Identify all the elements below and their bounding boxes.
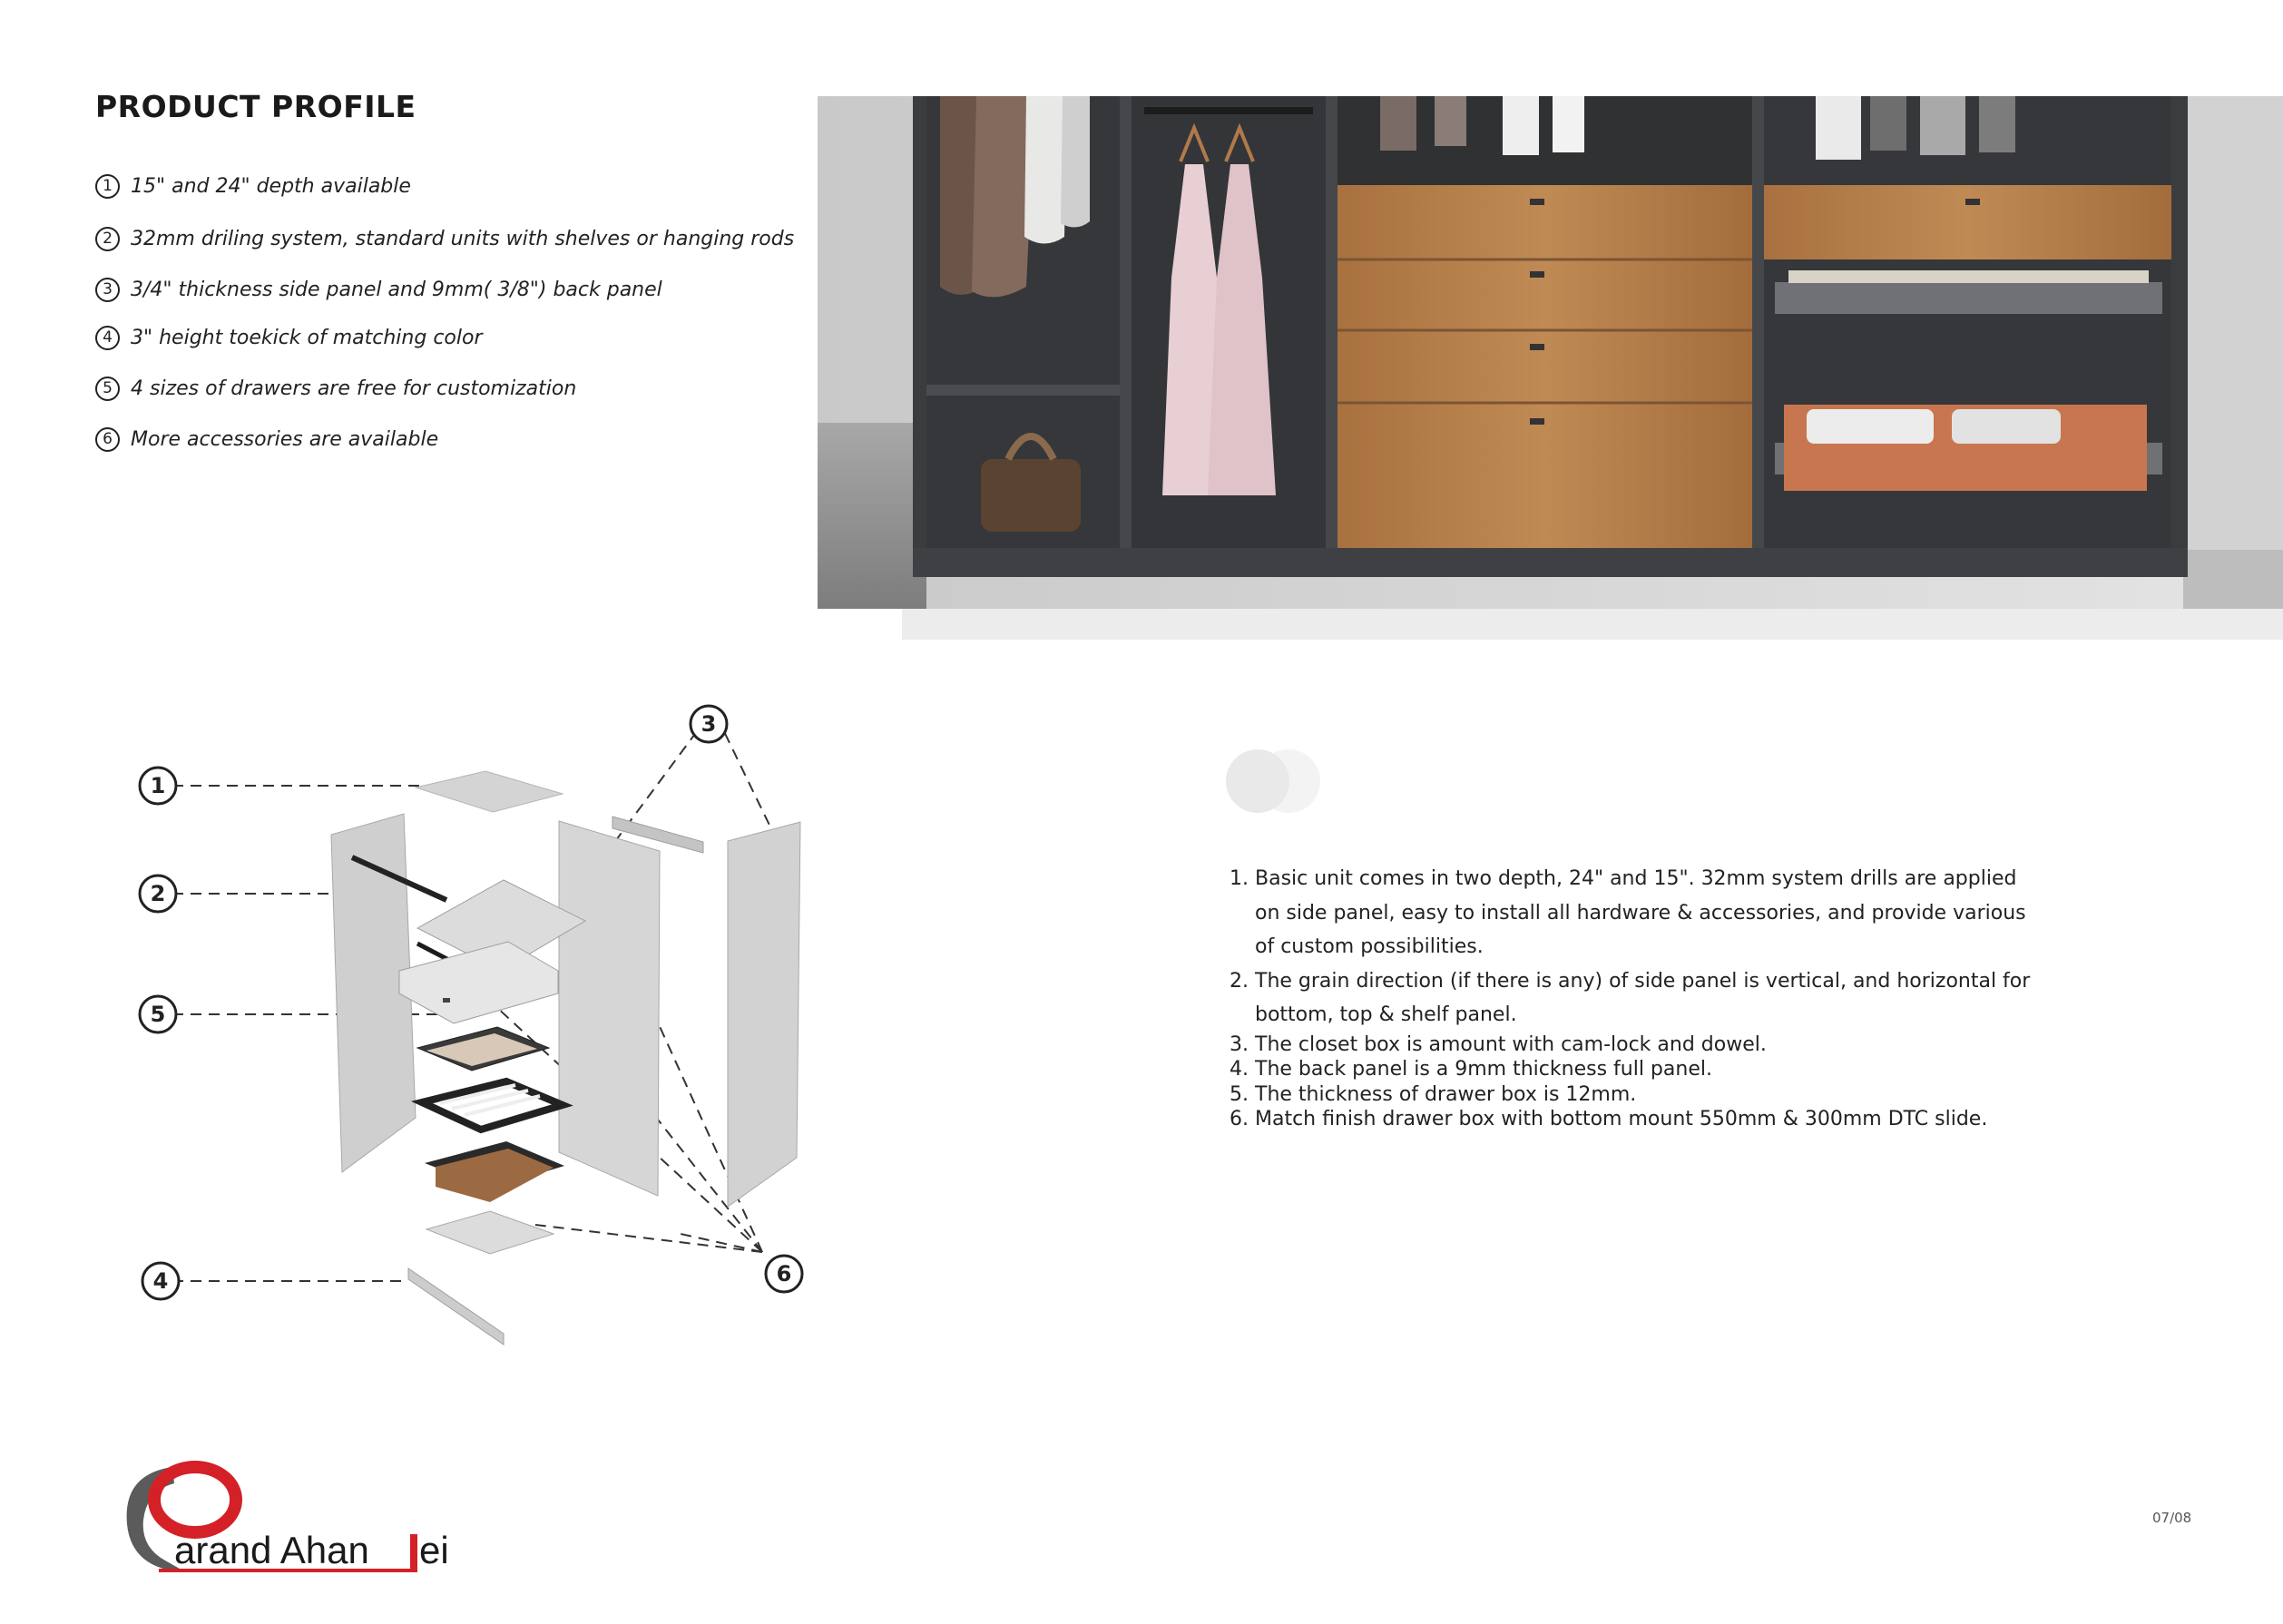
company-logo [118,1456,463,1579]
svg-text:ei: ei [419,1529,449,1571]
note-number: 6. [1230,1108,1249,1130]
note-item [1230,1032,2046,1058]
feature-item [95,370,576,406]
feature-number: 6 [95,427,120,452]
page-number: 07/08 [2152,1510,2192,1526]
feature-text: 15" and 24" depth available [131,174,411,198]
note-text: The back panel is a 9mm thickness full panel. [1255,1058,1712,1081]
feature-text: More accessories are available [131,427,439,451]
note-number: 2. [1230,969,1249,993]
photo-shadow-strip [902,609,2283,640]
feature-text: 3" height toekick of matching color [131,326,483,349]
exploded-diagram [127,699,835,1352]
note-number: 4. [1230,1058,1249,1081]
feature-number: 3 [95,278,120,302]
feature-item [95,220,794,257]
callout-1: 1 [150,773,166,798]
feature-item [95,421,438,457]
note-item [1230,1057,2046,1082]
feature-item [95,168,411,204]
note-text: The closet box is amount with cam-lock and dowel. [1255,1032,1767,1056]
closet-photo [818,96,2283,609]
note-number: 3. [1230,1032,1249,1056]
callout-2: 2 [150,881,166,906]
page-title: PRODUCT PROFILE [95,89,416,124]
feature-item [95,271,662,308]
specification-notes [1230,862,2046,1132]
note-text: The thickness of drawer box is 12mm. [1255,1082,1637,1106]
feature-number: 1 [95,174,120,199]
feature-number: 5 [95,377,120,401]
feature-number: 2 [95,227,120,251]
decorative-circles [1223,748,1323,814]
note-item [1230,1082,2046,1108]
note-number: 1. [1230,867,1249,890]
feature-item [95,319,483,356]
callout-4: 4 [152,1268,169,1294]
svg-text:arand Ahan: arand Ahan [174,1529,369,1571]
callout-6: 6 [776,1261,792,1286]
note-item [1230,862,2046,964]
feature-text: 4 sizes of drawers are free for customization [131,377,577,400]
feature-text: 32mm driling system, standard units with shelves or hanging rods [131,227,795,250]
note-number: 5. [1230,1082,1249,1106]
note-item [1230,964,2046,1032]
note-item [1230,1107,2046,1132]
callout-3: 3 [701,711,717,737]
note-text: Match finish drawer box with bottom mount 550mm & 300mm DTC slide. [1255,1108,1988,1130]
callout-5: 5 [150,1002,166,1027]
note-text: The grain direction (if there is any) of side panel is vertical, and horizontal for bottom, top & shelf panel. [1255,969,2031,1026]
note-text: Basic unit comes in two depth, 24" and 15". 32mm system drills are applied on side panel, easy to install all hardware & accessories, and provide various of custom possibilities. [1255,867,2026,958]
feature-text: 3/4" thickness side panel and 9mm( 3/8") back panel [131,278,662,301]
feature-number: 4 [95,326,120,350]
